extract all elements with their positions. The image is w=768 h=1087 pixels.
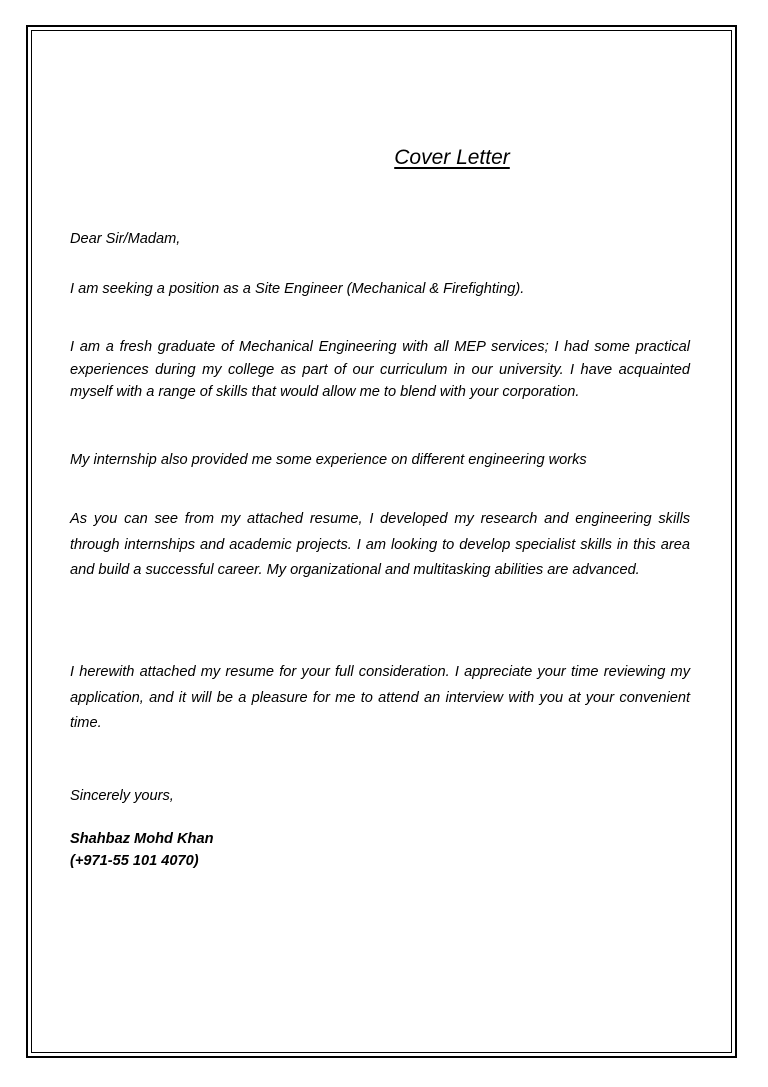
internship-paragraph: My internship also provided me some experience on different engineering works <box>70 452 587 468</box>
skills-paragraph: As you can see from my attached resume, I developed my research and engineering skills through internships and academic projects. I am looking to develop specialist skills in this area and build a successful career. My organizational and multitasking abilities are advanced. <box>70 511 690 578</box>
intro-paragraph: I am seeking a position as a Site Engineer (Mechanical & Firefighting). <box>70 281 525 297</box>
signature-phone: (+971-55 101 4070) <box>70 853 199 869</box>
letter-title: Cover Letter <box>394 146 510 169</box>
closing: Sincerely yours, <box>70 788 174 804</box>
salutation: Dear Sir/Madam, <box>70 231 181 247</box>
consideration-paragraph: I herewith attached my resume for your full consideration. I appreciate your time reviewing my application, and it will be a pleasure for me to attend an interview with you at your convenient time. <box>70 664 690 731</box>
signature-name: Shahbaz Mohd Khan <box>70 831 214 847</box>
experience-paragraph: I am a fresh graduate of Mechanical Engineering with all MEP services; I had some practical experiences during my college as part of our curriculum in our university. I have acquainted myself with a range of skills that would allow me to blend with your corporation. <box>70 339 690 400</box>
